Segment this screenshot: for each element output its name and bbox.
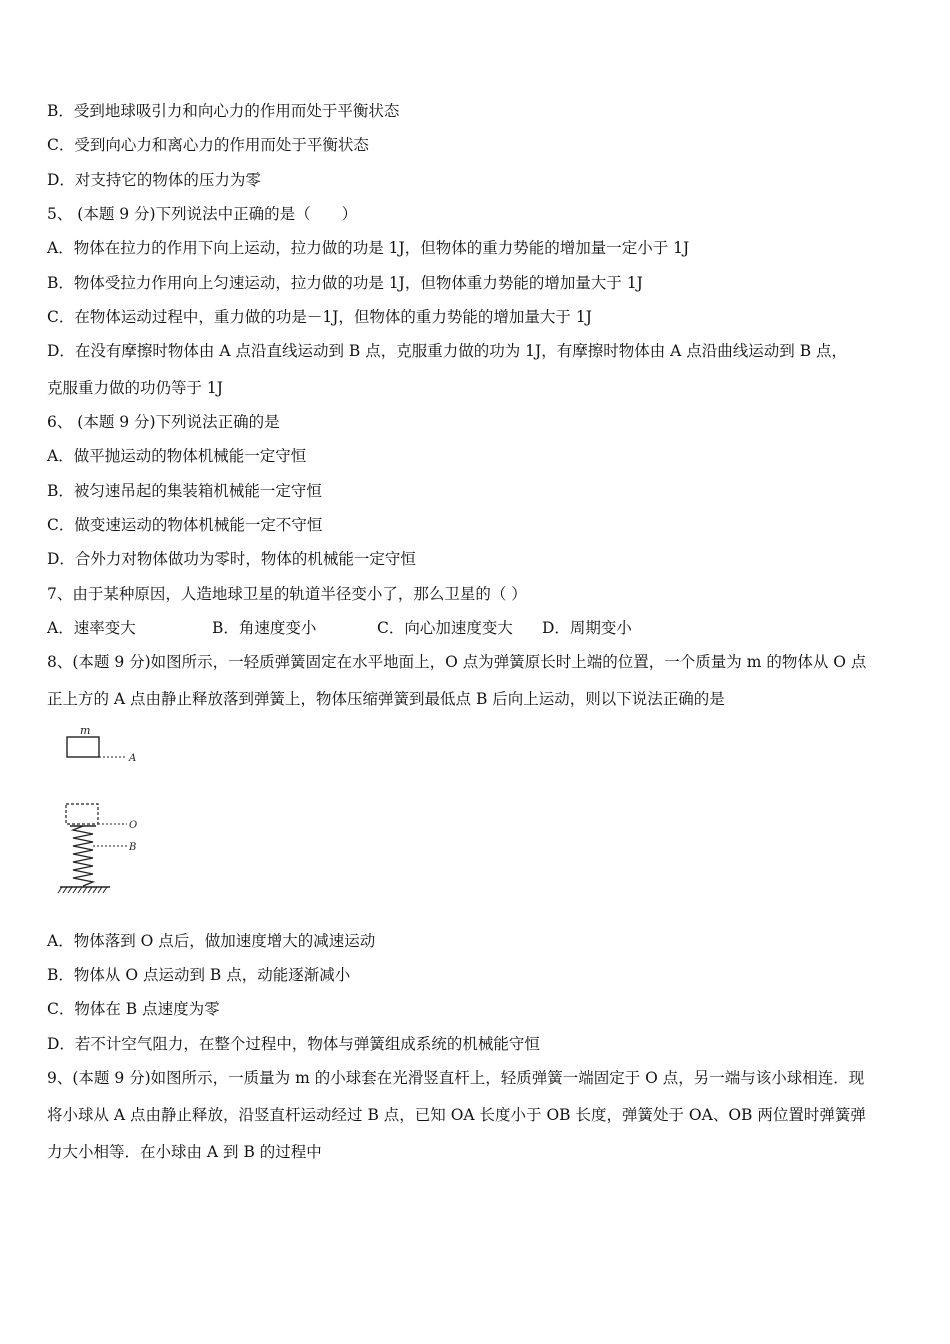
spring-coil xyxy=(73,826,93,886)
q5-option-d-line1: D．在没有摩擦时物体由 A 点沿直线运动到 B 点，克服重力做的功为 1J，有摩擦时物体由 A 点沿曲线运动到 B 点， xyxy=(47,342,848,360)
block-at-o-dashed xyxy=(66,804,98,824)
q5-option-b: B．物体受拉力作用向上匀速运动，拉力做的功是 1J，但物体重力势能的增加量大于 1J xyxy=(47,274,643,292)
q7-option-c: C．向心加速度变大 xyxy=(377,619,513,637)
ground-hatching xyxy=(58,887,107,893)
q4-option-b: B．受到地球吸引力和向心力的作用而处于平衡状态 xyxy=(47,102,400,120)
mass-label: m xyxy=(80,724,91,737)
q8-stem-line2: 正上方的 A 点由静止释放落到弹簧上，物体压缩弹簧到最低点 B 后向上运动，则以下说法正确的是 xyxy=(47,690,725,708)
q9-stem-line2: 将小球从 A 点由静止释放，沿竖直杆运动经过 B 点，已知 OA 长度小于 OB 长度，弹簧处于 OA、OB 两位置时弹簧弹 xyxy=(47,1106,866,1124)
q6-option-b: B．被匀速吊起的集装箱机械能一定守恒 xyxy=(47,482,322,500)
q8-option-c: C．物体在 B 点速度为零 xyxy=(47,1000,220,1018)
q8-option-a: A．物体落到 O 点后，做加速度增大的减速运动 xyxy=(47,932,376,950)
q9-stem-line3: 力大小相等．在小球由 A 到 B 的过程中 xyxy=(47,1143,322,1161)
q7-option-a: A．速率变大 xyxy=(47,619,136,637)
q7-option-d: D．周期变小 xyxy=(542,619,632,637)
q6-stem: 6、 (本题 9 分)下列说法正确的是 xyxy=(47,413,280,431)
q5-option-a: A．物体在拉力的作用下向上运动，拉力做的功是 1J，但物体的重力势能的增加量一定小于 1J xyxy=(47,239,690,257)
q7-option-b: B．角速度变小 xyxy=(212,619,317,637)
block-at-a xyxy=(67,737,99,757)
q7-stem: 7、由于某种原因，人造地球卫星的轨道半径变小了，那么卫星的（ ） xyxy=(47,585,527,603)
q6-option-c: C．做变速运动的物体机械能一定不守恒 xyxy=(47,516,323,534)
q5-option-c: C．在物体运动过程中，重力做的功是－1J，但物体的重力势能的增加量大于 1J xyxy=(47,308,592,326)
label-b: B xyxy=(129,842,137,853)
q8-option-b: B．物体从 O 点运动到 B 点，动能逐渐减小 xyxy=(47,966,351,984)
q4-option-d: D．对支持它的物体的压力为零 xyxy=(47,171,261,189)
q4-option-c: C．受到向心力和离心力的作用而处于平衡状态 xyxy=(47,136,369,154)
q5-stem: 5、 (本题 9 分)下列说法中正确的是（ ） xyxy=(47,205,358,223)
label-o: O xyxy=(129,820,138,831)
q8-stem-line1: 8、(本题 9 分)如图所示，一轻质弹簧固定在水平地面上，O 点为弹簧原长时上端的位置，一个质量为 m 的物体从 O 点 xyxy=(47,653,867,671)
q5-option-d-line2: 克服重力做的功仍等于 1J xyxy=(47,379,224,397)
q6-option-d: D．合外力对物体做功为零时，物体的机械能一定守恒 xyxy=(47,550,416,568)
label-a: A xyxy=(129,753,137,764)
spring-mass-figure xyxy=(55,722,155,897)
q9-stem-line1: 9、(本题 9 分)如图所示，一质量为 m 的小球套在光滑竖直杆上，轻质弹簧一端固定于 O 点，另一端与该小球相连．现 xyxy=(47,1069,865,1087)
q6-option-a: A．做平抛运动的物体机械能一定守恒 xyxy=(47,447,307,465)
q8-option-d: D．若不计空气阻力，在整个过程中，物体与弹簧组成系统的机械能守恒 xyxy=(47,1035,540,1053)
